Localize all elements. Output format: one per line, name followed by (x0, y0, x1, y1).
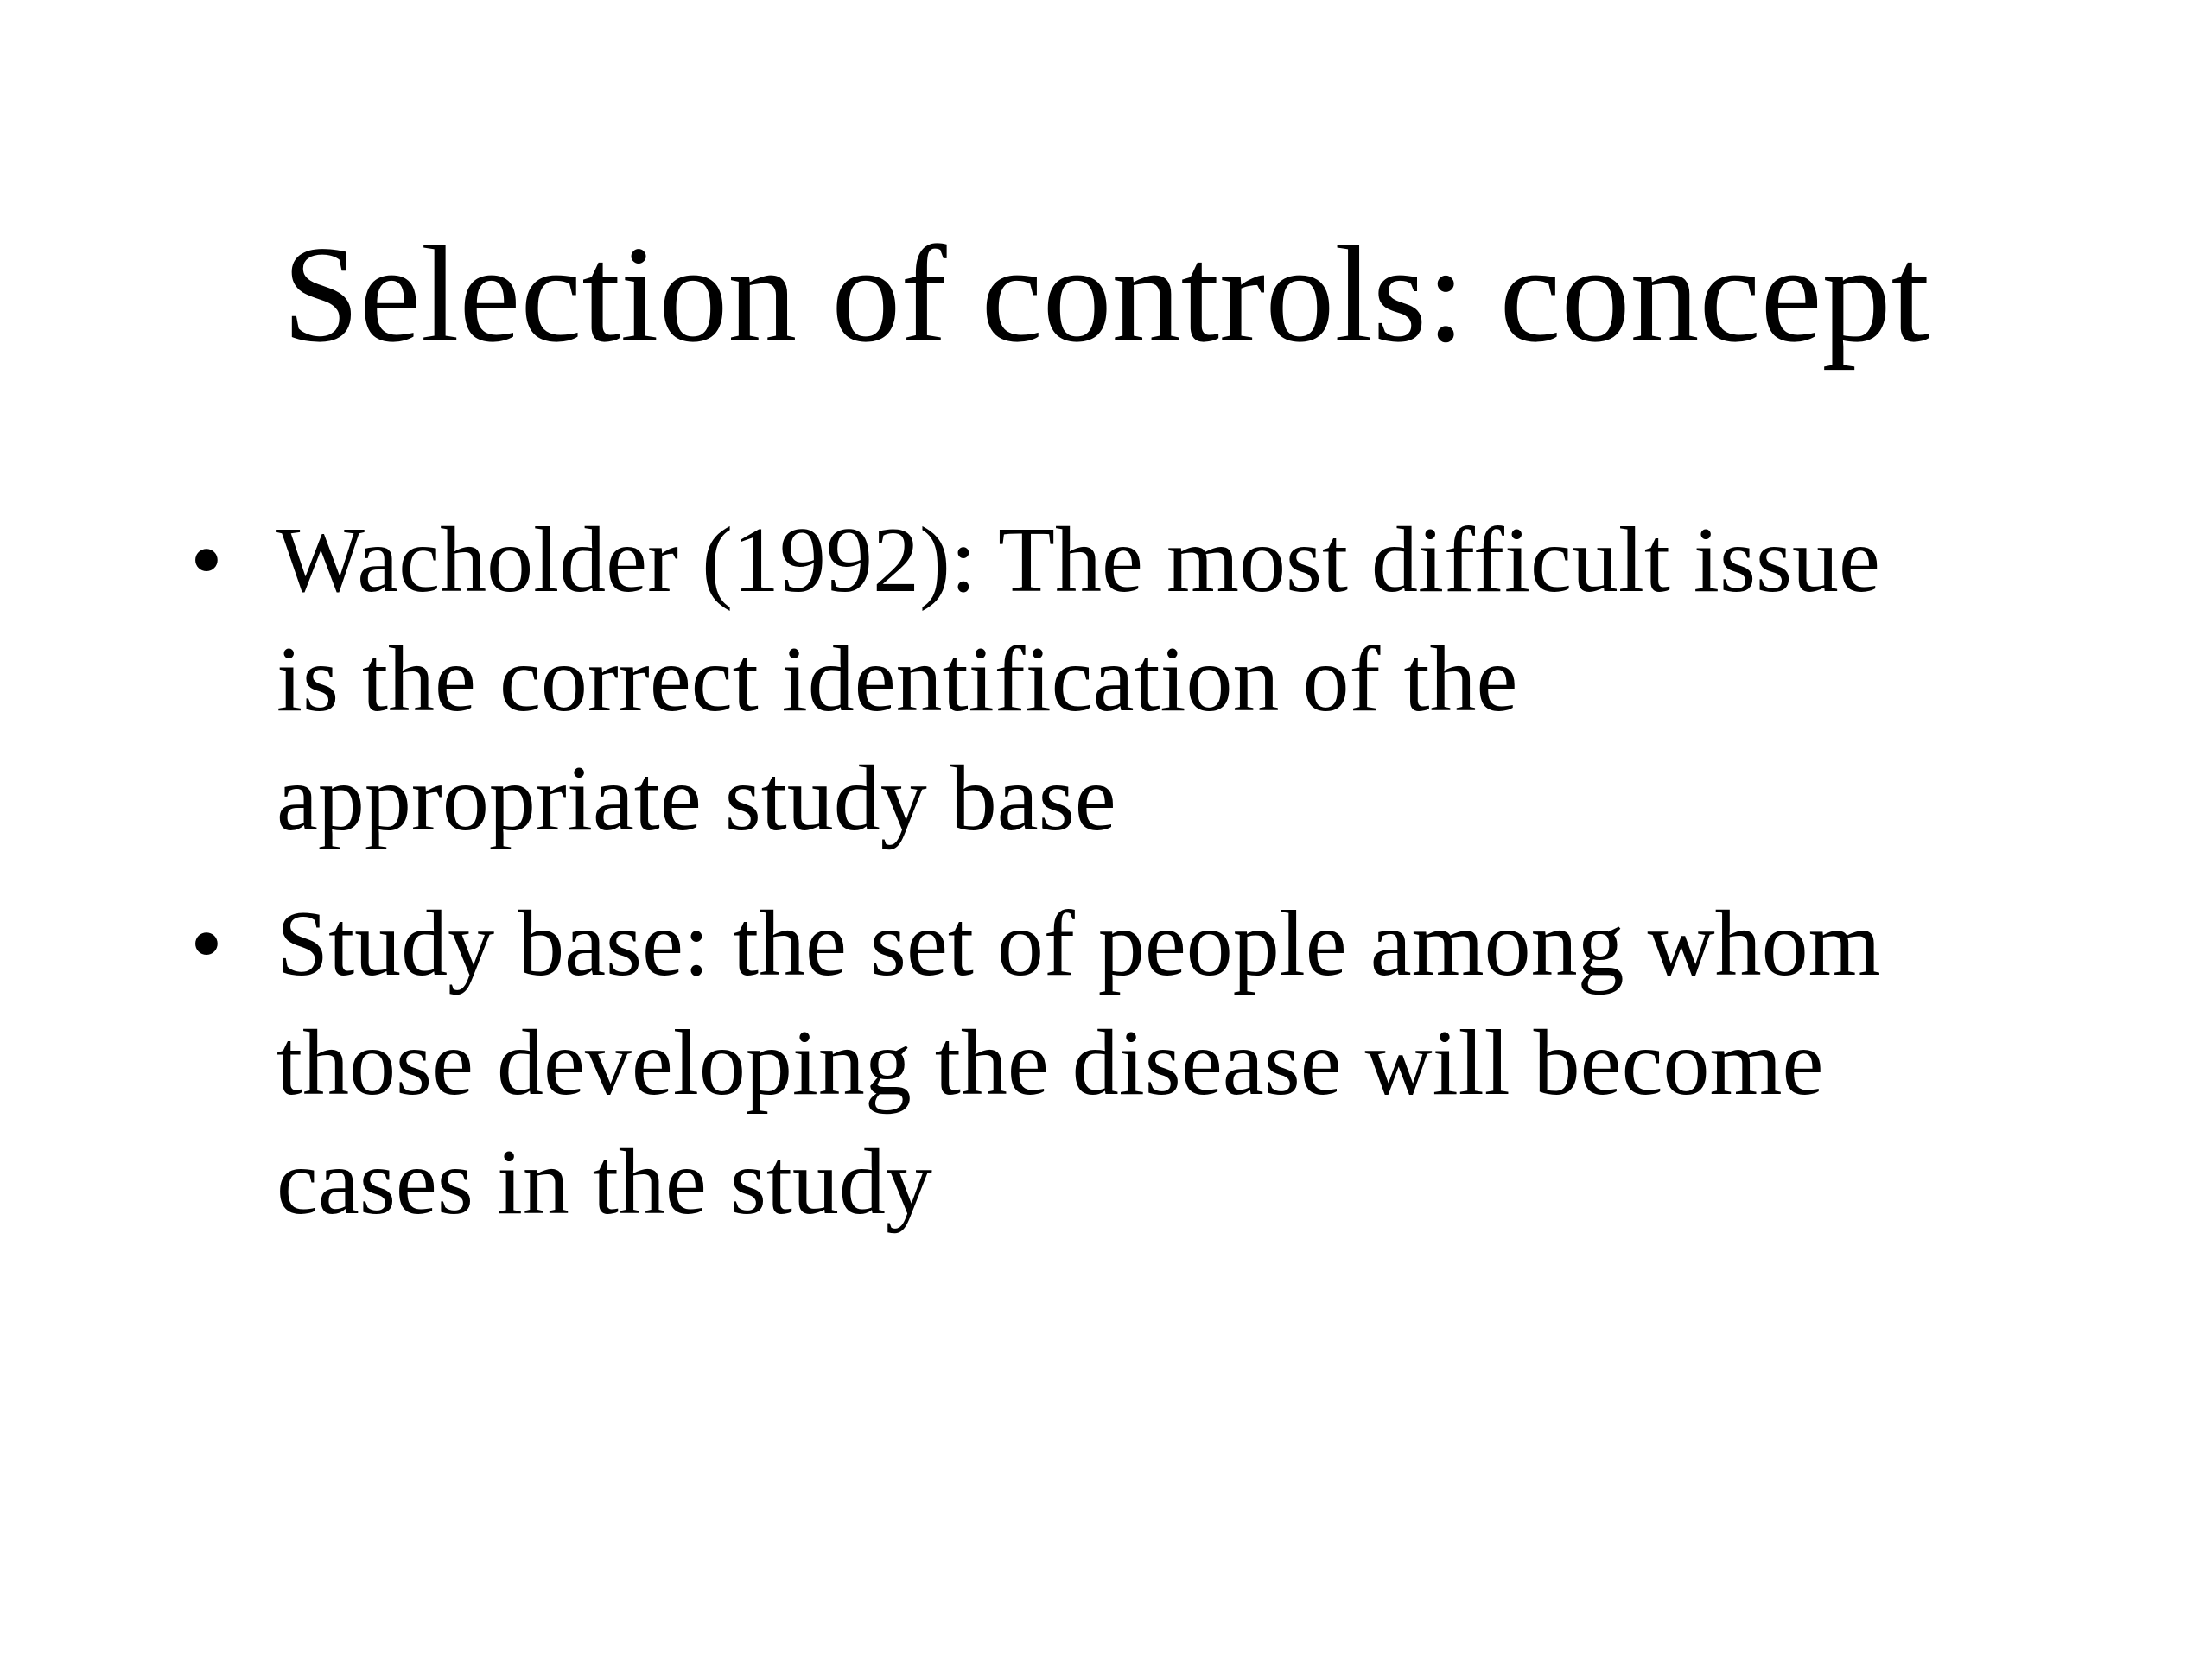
bullet-item-wacholder (181, 501, 2082, 859)
bullet-text-line: Wacholder (1992): The most difficult issue (276, 509, 1880, 612)
bullet-text-line: Study base: the set of people among whom (276, 893, 1881, 995)
bullet-text-line: those developing the disease will become (276, 1012, 1824, 1115)
slide-title: Selection of controls: concept (282, 217, 1930, 371)
bullet-text-line: appropriate study base (276, 747, 1116, 850)
bullet-text-line: cases in the study (276, 1131, 932, 1234)
bullet-text-line: is the correct identification of the (276, 628, 1518, 731)
bullet-list (181, 501, 2082, 1268)
bullet-marker: • (190, 509, 223, 612)
bullet-item-study-base (181, 885, 2082, 1243)
bullet-marker: • (190, 893, 223, 995)
